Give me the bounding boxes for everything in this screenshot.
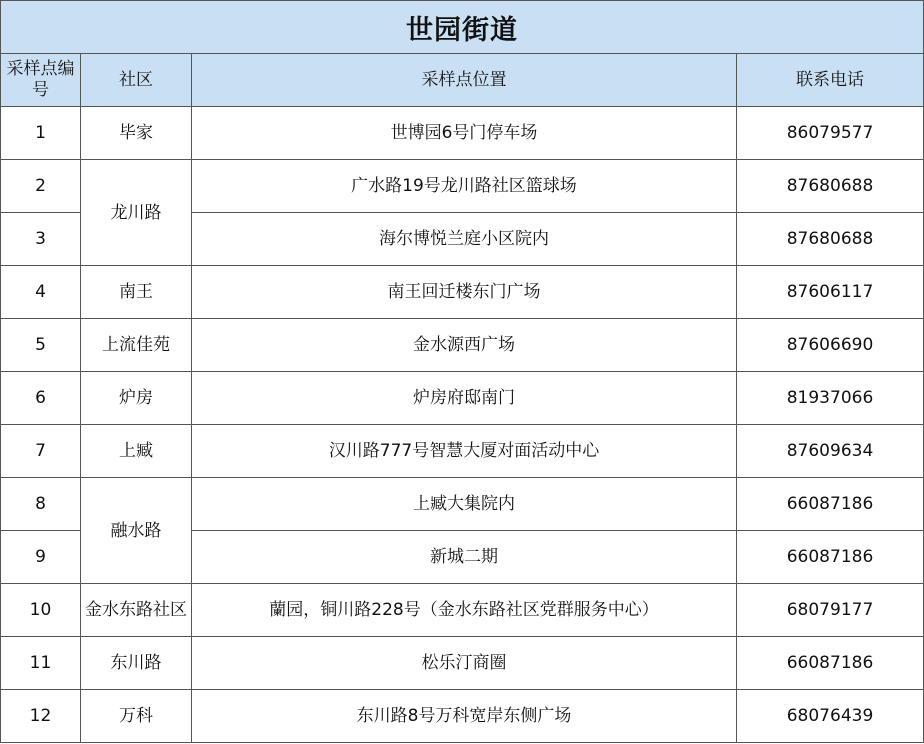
table-row <box>1 372 924 425</box>
row-phone: 66087186 <box>737 637 924 690</box>
row-phone: 87606690 <box>737 319 924 372</box>
row-community: 炉房 <box>81 372 192 425</box>
row-location: 蘭园，铜川路228号（金水东路社区党群服务中心） <box>192 584 737 637</box>
table-title: 世园街道 <box>1 1 924 54</box>
table-row <box>1 160 924 213</box>
row-location: 世博园6号门停车场 <box>192 107 737 160</box>
row-community: 南王 <box>81 266 192 319</box>
row-number: 2 <box>1 160 81 213</box>
header-number: 采样点编号 <box>1 54 81 107</box>
row-location: 上臧大集院内 <box>192 478 737 531</box>
row-community: 金水东路社区 <box>81 584 192 637</box>
row-location: 汉川路777号智慧大厦对面活动中心 <box>192 425 737 478</box>
row-location: 炉房府邸南门 <box>192 372 737 425</box>
row-number: 6 <box>1 372 81 425</box>
row-phone: 87606117 <box>737 266 924 319</box>
row-location: 松乐汀商圈 <box>192 637 737 690</box>
row-number: 12 <box>1 690 81 743</box>
row-location: 新城二期 <box>192 531 737 584</box>
row-location: 金水源西广场 <box>192 319 737 372</box>
row-number: 9 <box>1 531 81 584</box>
header-phone: 联系电话 <box>737 54 924 107</box>
row-community: 上流佳苑 <box>81 319 192 372</box>
row-number: 5 <box>1 319 81 372</box>
row-phone: 68076439 <box>737 690 924 743</box>
row-location: 海尔博悦兰庭小区院内 <box>192 213 737 266</box>
table-row <box>1 425 924 478</box>
header-row <box>1 54 924 107</box>
row-number: 3 <box>1 213 81 266</box>
table-row <box>1 478 924 531</box>
header-community: 社区 <box>81 54 192 107</box>
row-community: 龙川路 <box>81 160 192 266</box>
header-location: 采样点位置 <box>192 54 737 107</box>
row-phone: 66087186 <box>737 531 924 584</box>
row-phone: 87609634 <box>737 425 924 478</box>
row-community: 融水路 <box>81 478 192 584</box>
row-phone: 87680688 <box>737 160 924 213</box>
row-phone: 66087186 <box>737 478 924 531</box>
row-number: 11 <box>1 637 81 690</box>
row-number: 10 <box>1 584 81 637</box>
row-community: 毕家 <box>81 107 192 160</box>
row-phone: 87680688 <box>737 213 924 266</box>
row-phone: 81937066 <box>737 372 924 425</box>
table-row <box>1 107 924 160</box>
row-number: 4 <box>1 266 81 319</box>
row-phone: 86079577 <box>737 107 924 160</box>
row-number: 1 <box>1 107 81 160</box>
row-phone: 68079177 <box>737 584 924 637</box>
table-row <box>1 584 924 637</box>
row-location: 南王回迁楼东门广场 <box>192 266 737 319</box>
row-community: 上臧 <box>81 425 192 478</box>
table-row <box>1 319 924 372</box>
row-community: 万科 <box>81 690 192 743</box>
table-row <box>1 637 924 690</box>
row-number: 7 <box>1 425 81 478</box>
table-row <box>1 690 924 743</box>
table-row <box>1 266 924 319</box>
row-location: 东川路8号万科宽岸东侧广场 <box>192 690 737 743</box>
row-number: 8 <box>1 478 81 531</box>
row-location: 广水路19号龙川路社区篮球场 <box>192 160 737 213</box>
row-community: 东川路 <box>81 637 192 690</box>
